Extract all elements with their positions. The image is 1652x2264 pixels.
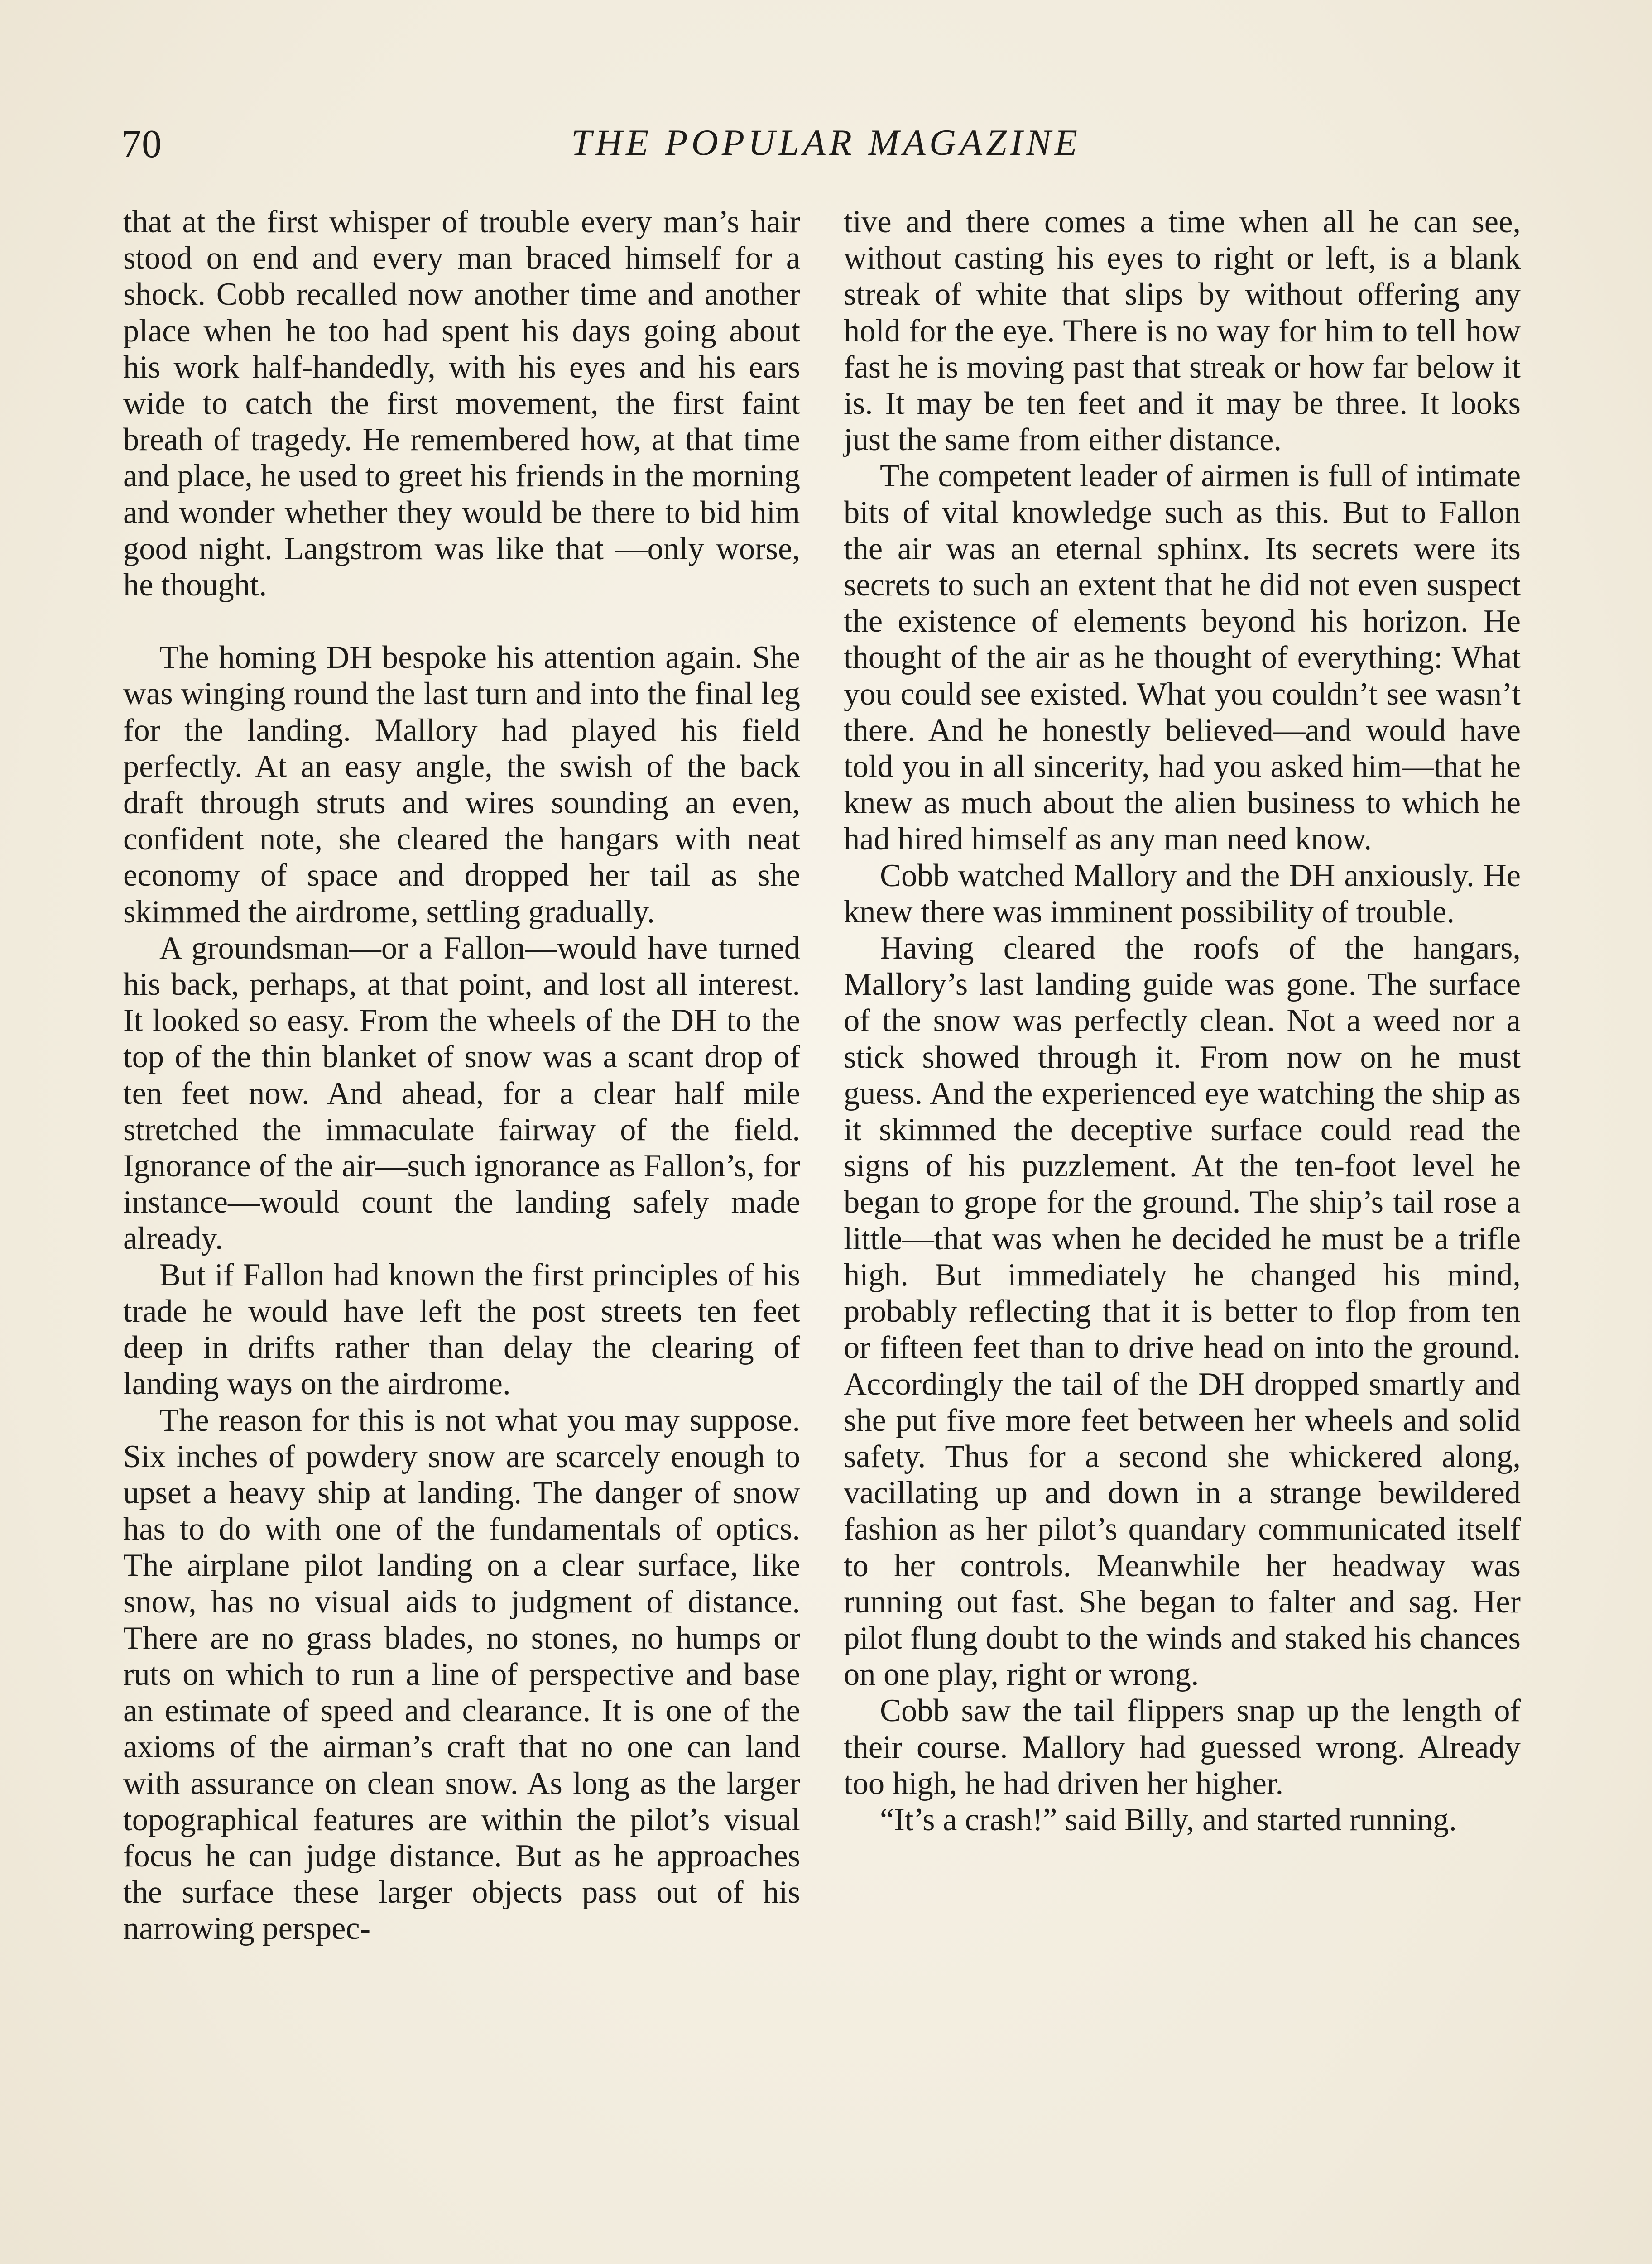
paragraph: that at the first whisper of trouble every man’s hair stood on end and every man braced himself for a shock. Cobb recalled now another time and another place when he too had spent his days going about his work half-handedly, with his eyes and his ears wide to catch the first movement, the first faint breath of tragedy. He remembered how, at that time and place, he used to greet his friends in the morning and wonder whether they would be there to bid him good night. Langstrom was like that —only worse, he thought.	[123, 204, 800, 603]
paragraph: Having cleared the roofs of the hangars, Mallory’s last landing guide was gone. The surface of the snow was perfectly clean. Not a weed nor a stick showed through it. From now on he must guess. And the experienced eye watching the ship as it skimmed the deceptive surface could read the signs of his puzzlement. At the ten-foot level he began to grope for the ground. The ship’s tail rose a little—that was when he decided he must be a trifle high. But immediately he changed his mind, probably reflecting that it is better to flop from ten or fifteen feet than to drive head on into the ground. Accordingly the tail of the DH dropped smartly and she put five more feet between her wheels and solid safety. Thus for a second she whickered along, vacillating up and down in a strange bewildered fashion as her pilot’s quandary communicated itself to her controls. Meanwhile her headway was running out fast. She began to falter and sag. Her pilot flung doubt to the winds and staked his chances on one play, right or wrong.	[844, 931, 1521, 1693]
left-text-column	[123, 204, 800, 1947]
paragraph: A groundsman—or a Fallon—would have turned his back, perhaps, at that point, and lost all interest. It looked so easy. From the wheels of the DH to the top of the thin blanket of snow was a scant drop of ten feet now. And ahead, for a clear half mile stretched the immaculate fairway of the field. Ignorance of the air—such ignorance as Fallon’s, for instance—would count the landing safely made already.	[123, 930, 800, 1257]
paragraph: The competent leader of airmen is full of intimate bits of vital knowledge such as this. But to Fallon the air was an eternal sphinx. Its secrets were its secrets to such an extent that he did not even suspect the existence of elements beyond his horizon. He thought of the air as he thought of everything: What you could see existed. What you couldn’t see wasn’t there. And he honestly believed—and would have told you in all sincerity, had you asked him—that he knew as much about the alien business to which he had hired himself as any man need know.	[844, 458, 1521, 857]
paragraph: tive and there comes a time when all he can see, without casting his eyes to right or left, is a blank streak of white that slips by without offering any hold for the eye. There is no way for him to tell how fast he is moving past that streak or how far below it is. It may be ten feet and it may be three. It looks just the same from either distance.	[844, 204, 1521, 458]
paragraph: But if Fallon had known the first principles of his trade he would have left the post streets ten feet deep in drifts rather than delay the clearing of landing ways on the airdrome.	[123, 1257, 800, 1402]
paragraph: The reason for this is not what you may suppose. Six inches of powdery snow are scarcely enough to upset a heavy ship at landing. The danger of snow has to do with one of the fundamentals of optics. The airplane pilot landing on a clear surface, like snow, has no visual aids to judgment of distance. There are no grass blades, no stones, no humps or ruts on which to run a line of perspective and base an estimate of speed and clearance. It is one of the axioms of the airman’s craft that no one can land with assurance on clean snow. As long as the larger topographical features are within the pilot’s visual focus he can judge distance. But as he approaches the surface these larger objects pass out of his narrowing perspec-	[123, 1402, 800, 1947]
paragraph: “It’s a crash!” said Billy, and started running.	[880, 1802, 1457, 1837]
page-number: 70	[121, 122, 162, 166]
running-title: THE POPULAR MAGAZINE	[571, 122, 1081, 163]
right-text-column	[844, 204, 1521, 1838]
paragraph: Cobb watched Mallory and the DH anxiously. He knew there was imminent possibility of trouble.	[844, 858, 1521, 930]
paragraph: The homing DH bespoke his attention again. She was winging round the last turn and into the final leg for the landing. Mallory had played his field perfectly. At an easy angle, the swish of the back draft through struts and wires sounding an even, confident note, she cleared the hangars with neat economy of space and dropped her tail as she skimmed the airdrome, settling gradually.	[123, 640, 800, 930]
paragraph: Cobb saw the tail flippers snap up the length of their course. Mallory had guessed wrong. Already too high, he had driven her higher.	[844, 1693, 1521, 1801]
